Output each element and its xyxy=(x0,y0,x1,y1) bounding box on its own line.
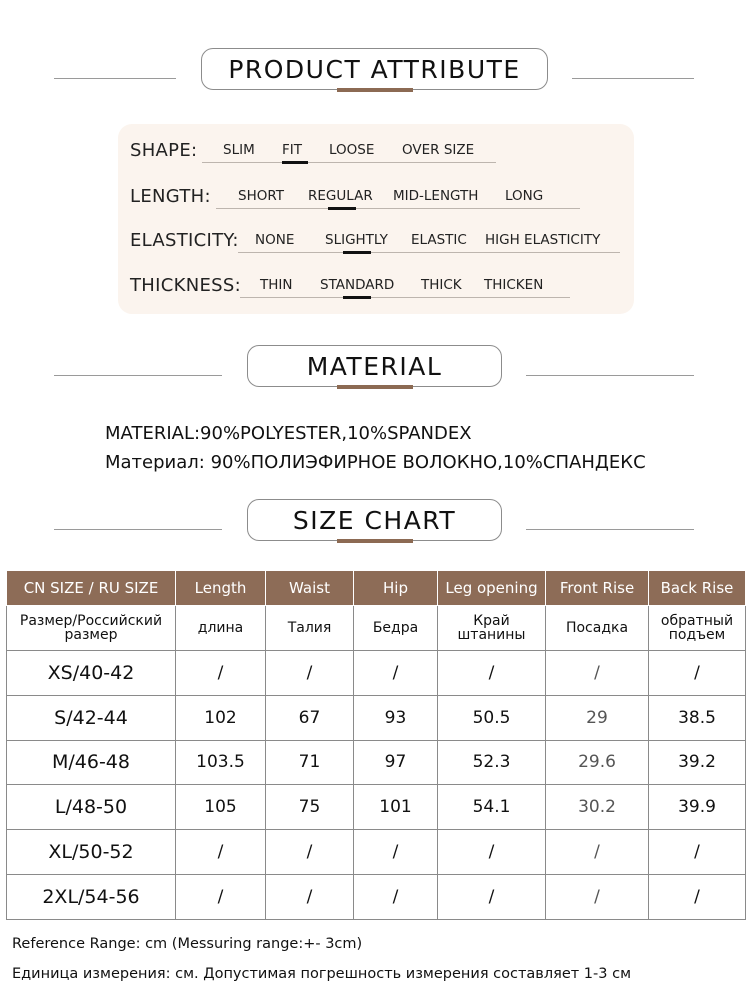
attribute-option: ELASTIC xyxy=(411,232,467,248)
size-chart-table xyxy=(6,570,746,920)
table-cell: / xyxy=(354,830,438,875)
header-accent-bar xyxy=(337,539,413,543)
header-right-rule xyxy=(526,375,694,376)
table-cell: 29 xyxy=(546,695,649,740)
table-cell: / xyxy=(649,874,746,919)
header-accent-bar xyxy=(337,88,413,92)
attribute-option-selected: REGULAR xyxy=(308,188,373,204)
table-cell: / xyxy=(266,874,354,919)
header-right-rule xyxy=(526,529,694,530)
table-cell: 102 xyxy=(176,695,266,740)
column-subheader xyxy=(354,606,438,651)
attribute-label: LENGTH: xyxy=(130,186,211,207)
attribute-row-thickness xyxy=(118,273,634,303)
product-attribute-header xyxy=(0,48,750,108)
table-cell: / xyxy=(546,874,649,919)
table-cell: 39.2 xyxy=(649,740,746,785)
column-header: Front Rise xyxy=(546,571,649,606)
table-row xyxy=(7,740,746,785)
attribute-row-length xyxy=(118,184,634,214)
attribute-row-elasticity xyxy=(118,228,634,258)
attribute-option: THICKEN xyxy=(484,277,544,293)
material-en-label: MATERIAL: xyxy=(105,423,201,444)
header-accent-bar xyxy=(337,385,413,389)
table-cell: 103.5 xyxy=(176,740,266,785)
subheader-line: длина xyxy=(197,620,244,636)
size-cell: XL/50-52 xyxy=(7,830,176,875)
column-header: Length xyxy=(176,571,266,606)
attribute-option: THIN xyxy=(260,277,293,293)
subheader-line: Бедра xyxy=(372,620,419,636)
subheader-line: Размер/Российский xyxy=(19,613,163,629)
size-cell: XS/40-42 xyxy=(7,651,176,696)
selected-marker xyxy=(328,207,356,210)
attribute-option: LOOSE xyxy=(329,142,375,158)
subheader-line: Посадка xyxy=(565,620,629,636)
table-cell: 105 xyxy=(176,785,266,830)
column-header: Leg opening xyxy=(438,571,546,606)
column-subheader xyxy=(438,606,546,651)
attribute-option: SHORT xyxy=(238,188,284,204)
table-cell: / xyxy=(176,874,266,919)
attribute-option-selected: STANDARD xyxy=(320,277,395,293)
attribute-underline xyxy=(216,208,580,209)
table-cell: / xyxy=(438,830,546,875)
material-en xyxy=(105,423,472,444)
selected-marker xyxy=(343,296,371,299)
attribute-option: LONG xyxy=(505,188,544,204)
size-cell: S/42-44 xyxy=(7,695,176,740)
table-row xyxy=(7,695,746,740)
column-header: CN SIZE / RU SIZE xyxy=(7,571,176,606)
subheader-line: Край xyxy=(473,613,510,629)
column-subheader xyxy=(266,606,354,651)
attribute-label: SHAPE: xyxy=(130,140,198,161)
table-cell: / xyxy=(649,830,746,875)
material-en-value: 90%POLYESTER,10%SPANDEX xyxy=(200,423,472,444)
table-cell: 54.1 xyxy=(438,785,546,830)
size-cell: M/46-48 xyxy=(7,740,176,785)
attribute-panel xyxy=(118,124,634,314)
reference-range-note: Reference Range: cm (Messuring range:+- 3cm) xyxy=(12,936,363,952)
table-row xyxy=(7,874,746,919)
size-cell: L/48-50 xyxy=(7,785,176,830)
table-cell: 50.5 xyxy=(438,695,546,740)
table-row xyxy=(7,651,746,696)
subheader-line: обратный xyxy=(660,613,734,629)
table-cell: / xyxy=(649,651,746,696)
column-subheader xyxy=(7,606,176,651)
attribute-option-selected: FIT xyxy=(282,142,302,158)
material-ru-value: 90%ПОЛИЭФИРНОЕ ВОЛОКНО,10%СПАНДЕКС xyxy=(210,452,646,473)
table-cell: / xyxy=(266,651,354,696)
attribute-option: MID-LENGTH xyxy=(393,188,479,204)
table-cell: 97 xyxy=(354,740,438,785)
selected-marker xyxy=(343,251,371,254)
table-cell: 75 xyxy=(266,785,354,830)
column-header: Hip xyxy=(354,571,438,606)
attribute-label: ELASTICITY: xyxy=(130,230,239,251)
material-title: MATERIAL xyxy=(247,345,502,387)
header-right-rule xyxy=(572,78,694,79)
table-row xyxy=(7,830,746,875)
header-left-rule xyxy=(54,375,222,376)
subheader-line: Талия xyxy=(287,620,332,636)
table-cell: 67 xyxy=(266,695,354,740)
table-subheader-row xyxy=(7,606,746,651)
column-header: Back Rise xyxy=(649,571,746,606)
column-header: Waist xyxy=(266,571,354,606)
product-attribute-title: PRODUCT ATTRIBUTE xyxy=(201,48,548,90)
attribute-option: HIGH ELASTICITY xyxy=(485,232,601,248)
size-cell: 2XL/54-56 xyxy=(7,874,176,919)
table-cell: / xyxy=(354,651,438,696)
table-cell: / xyxy=(176,651,266,696)
table-cell: / xyxy=(546,651,649,696)
material-header xyxy=(0,345,750,405)
table-cell: / xyxy=(438,651,546,696)
table-cell: 93 xyxy=(354,695,438,740)
attribute-option-selected: SLIGHTLY xyxy=(325,232,388,248)
table-cell: 71 xyxy=(266,740,354,785)
table-cell: 39.9 xyxy=(649,785,746,830)
table-cell: 29.6 xyxy=(546,740,649,785)
subheader-line: штанины xyxy=(457,627,526,643)
column-subheader xyxy=(546,606,649,651)
column-subheader xyxy=(176,606,266,651)
table-cell: / xyxy=(176,830,266,875)
table-cell: 38.5 xyxy=(649,695,746,740)
table-cell: / xyxy=(354,874,438,919)
size-chart-header xyxy=(0,499,750,559)
attribute-row-shape xyxy=(118,138,634,168)
attribute-underline xyxy=(202,162,496,163)
attribute-option: NONE xyxy=(255,232,295,248)
size-chart-title: SIZE CHART xyxy=(247,499,502,541)
selected-marker xyxy=(282,161,308,164)
column-subheader xyxy=(649,606,746,651)
table-cell: 52.3 xyxy=(438,740,546,785)
table-cell: / xyxy=(438,874,546,919)
table-cell: / xyxy=(266,830,354,875)
header-left-rule xyxy=(54,78,176,79)
measurement-note-ru: Единица измерения: см. Допустимая погрешность измерения составляет 1-3 см xyxy=(12,966,632,982)
table-cell: 101 xyxy=(354,785,438,830)
material-ru-label: Материал: xyxy=(105,452,205,473)
table-cell: 30.2 xyxy=(546,785,649,830)
table-cell: / xyxy=(546,830,649,875)
subheader-line: подъем xyxy=(668,627,726,643)
attribute-label: THICKNESS: xyxy=(130,275,241,296)
table-row xyxy=(7,785,746,830)
material-ru xyxy=(105,452,646,473)
header-left-rule xyxy=(54,529,222,530)
attribute-option: THICK xyxy=(421,277,462,293)
attribute-option: SLIM xyxy=(223,142,255,158)
attribute-underline xyxy=(240,297,570,298)
attribute-underline xyxy=(238,252,620,253)
attribute-option: OVER SIZE xyxy=(402,142,475,158)
table-header-row xyxy=(7,571,746,606)
subheader-line: размер xyxy=(64,627,118,643)
